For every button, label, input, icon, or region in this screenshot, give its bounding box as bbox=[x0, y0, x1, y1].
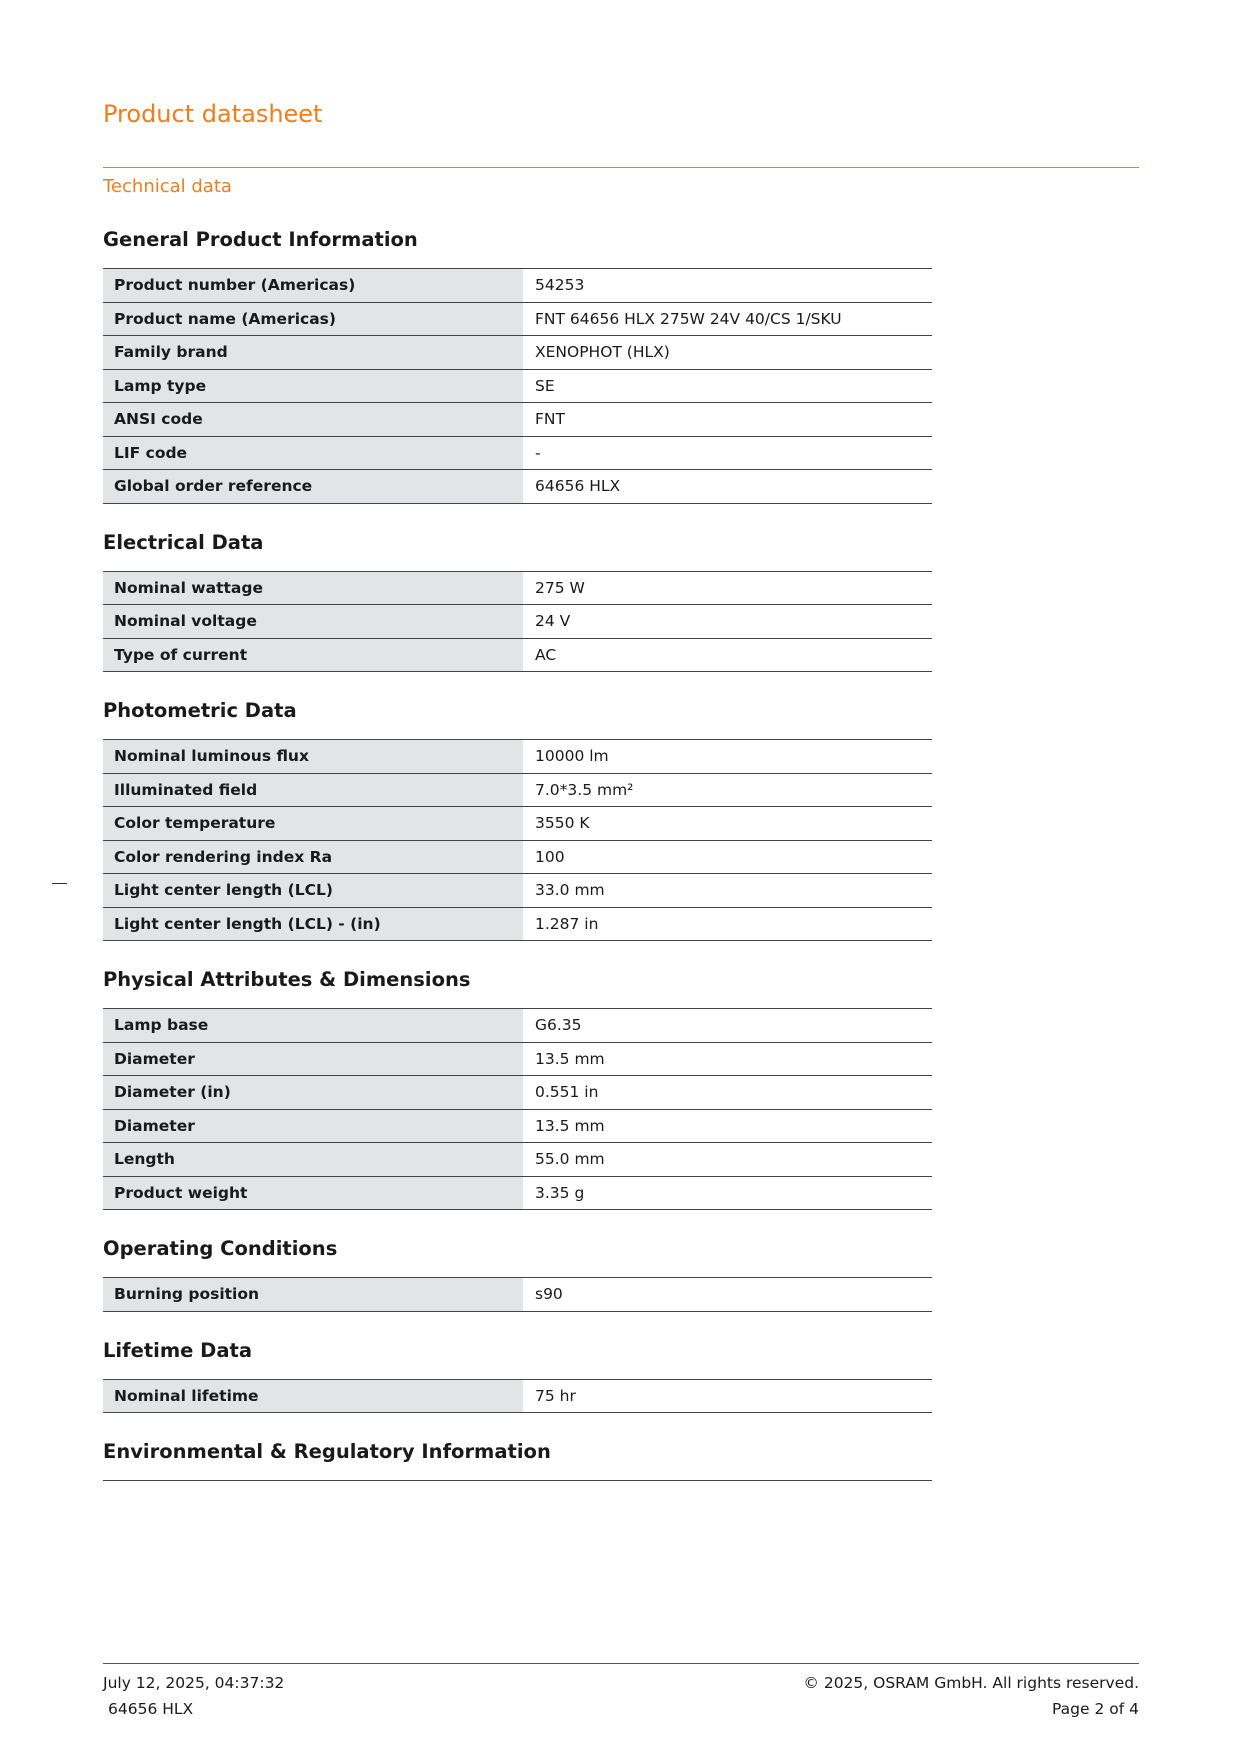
spec-section bbox=[103, 1440, 932, 1481]
spec-value: 64656 HLX bbox=[523, 470, 932, 504]
section-divider bbox=[103, 1480, 932, 1481]
table-row bbox=[103, 302, 932, 336]
table-row bbox=[103, 638, 932, 672]
spec-label: ANSI code bbox=[103, 403, 523, 437]
spec-value: 75 hr bbox=[523, 1379, 932, 1413]
page-subtitle: Technical data bbox=[103, 176, 232, 197]
section-title: Physical Attributes & Dimensions bbox=[103, 968, 471, 991]
section-title: Photometric Data bbox=[103, 699, 297, 722]
spec-label: Burning position bbox=[103, 1278, 523, 1312]
table-row bbox=[103, 571, 932, 605]
spec-label: Diameter bbox=[103, 1042, 523, 1076]
spec-value: 3550 K bbox=[523, 807, 932, 841]
spec-value: - bbox=[523, 436, 932, 470]
spec-section bbox=[103, 968, 932, 1210]
table-row bbox=[103, 605, 932, 639]
section-title: General Product Information bbox=[103, 228, 418, 251]
spec-label: Light center length (LCL) - (in) bbox=[103, 907, 523, 941]
spec-table bbox=[103, 1008, 932, 1210]
spec-value: 24 V bbox=[523, 605, 932, 639]
table-row bbox=[103, 1076, 932, 1110]
table-row bbox=[103, 436, 932, 470]
spec-value: SE bbox=[523, 369, 932, 403]
table-row bbox=[103, 874, 932, 908]
table-row bbox=[103, 369, 932, 403]
spec-value: s90 bbox=[523, 1278, 932, 1312]
footer-divider bbox=[103, 1663, 1139, 1664]
spec-label: Nominal luminous flux bbox=[103, 740, 523, 774]
section-title: Environmental & Regulatory Information bbox=[103, 1440, 551, 1463]
spec-label: Product number (Americas) bbox=[103, 269, 523, 303]
spec-label: Color rendering index Ra bbox=[103, 840, 523, 874]
section-title: Lifetime Data bbox=[103, 1338, 252, 1362]
spec-value: 33.0 mm bbox=[523, 874, 932, 908]
section-title: Electrical Data bbox=[103, 530, 264, 554]
spec-section bbox=[103, 699, 932, 941]
spec-value: 13.5 mm bbox=[523, 1109, 932, 1143]
spec-table bbox=[103, 571, 932, 673]
table-row bbox=[103, 773, 932, 807]
table-row bbox=[103, 470, 932, 504]
spec-value: 100 bbox=[523, 840, 932, 874]
spec-section bbox=[103, 1237, 932, 1312]
spec-value: 7.0*3.5 mm² bbox=[523, 773, 932, 807]
spec-section bbox=[103, 531, 932, 673]
spec-table bbox=[103, 268, 932, 504]
spec-label: Global order reference bbox=[103, 470, 523, 504]
table-row bbox=[103, 1176, 932, 1210]
spec-label: Illuminated field bbox=[103, 773, 523, 807]
table-row bbox=[103, 1379, 932, 1413]
spec-value: 1.287 in bbox=[523, 907, 932, 941]
margin-mark bbox=[52, 883, 67, 884]
spec-sections bbox=[103, 228, 932, 1481]
spec-value: XENOPHOT (HLX) bbox=[523, 336, 932, 370]
spec-label: Product name (Americas) bbox=[103, 302, 523, 336]
spec-value: AC bbox=[523, 638, 932, 672]
spec-value: G6.35 bbox=[523, 1009, 932, 1043]
table-row bbox=[103, 1009, 932, 1043]
spec-label: Lamp base bbox=[103, 1009, 523, 1043]
spec-value: 275 W bbox=[523, 571, 932, 605]
spec-table bbox=[103, 1277, 932, 1312]
spec-label: Type of current bbox=[103, 638, 523, 672]
spec-label: Color temperature bbox=[103, 807, 523, 841]
spec-value: 13.5 mm bbox=[523, 1042, 932, 1076]
spec-value: 55.0 mm bbox=[523, 1143, 932, 1177]
spec-label: Diameter bbox=[103, 1109, 523, 1143]
header-divider bbox=[103, 167, 1139, 168]
spec-label: Nominal lifetime bbox=[103, 1379, 523, 1413]
table-row bbox=[103, 907, 932, 941]
table-row bbox=[103, 740, 932, 774]
spec-label: Nominal voltage bbox=[103, 605, 523, 639]
spec-label: Lamp type bbox=[103, 369, 523, 403]
section-title: Operating Conditions bbox=[103, 1237, 338, 1260]
spec-value: 54253 bbox=[523, 269, 932, 303]
spec-label: Family brand bbox=[103, 336, 523, 370]
spec-label: LIF code bbox=[103, 436, 523, 470]
spec-value: 0.551 in bbox=[523, 1076, 932, 1110]
table-row bbox=[103, 269, 932, 303]
footer-product-ref: 64656 HLX bbox=[108, 1700, 194, 1718]
spec-value: 3.35 g bbox=[523, 1176, 932, 1210]
spec-label: Diameter (in) bbox=[103, 1076, 523, 1110]
spec-section bbox=[103, 1339, 932, 1414]
table-row bbox=[103, 807, 932, 841]
table-row bbox=[103, 336, 932, 370]
spec-label: Light center length (LCL) bbox=[103, 874, 523, 908]
footer-copyright: © 2025, OSRAM GmbH. All rights reserved. bbox=[803, 1674, 1139, 1692]
spec-table bbox=[103, 739, 932, 941]
spec-value: 10000 lm bbox=[523, 740, 932, 774]
footer-page-number: Page 2 of 4 bbox=[1052, 1700, 1139, 1718]
spec-label: Length bbox=[103, 1143, 523, 1177]
table-row bbox=[103, 1109, 932, 1143]
table-row bbox=[103, 1042, 932, 1076]
spec-label: Nominal wattage bbox=[103, 571, 523, 605]
spec-value: FNT 64656 HLX 275W 24V 40/CS 1/SKU bbox=[523, 302, 932, 336]
table-row bbox=[103, 1143, 932, 1177]
spec-value: FNT bbox=[523, 403, 932, 437]
footer-timestamp: July 12, 2025, 04:37:32 bbox=[103, 1674, 285, 1692]
table-row bbox=[103, 403, 932, 437]
table-row bbox=[103, 1278, 932, 1312]
page-title: Product datasheet bbox=[103, 100, 323, 128]
spec-table bbox=[103, 1379, 932, 1414]
table-row bbox=[103, 840, 932, 874]
spec-section bbox=[103, 228, 932, 504]
spec-label: Product weight bbox=[103, 1176, 523, 1210]
